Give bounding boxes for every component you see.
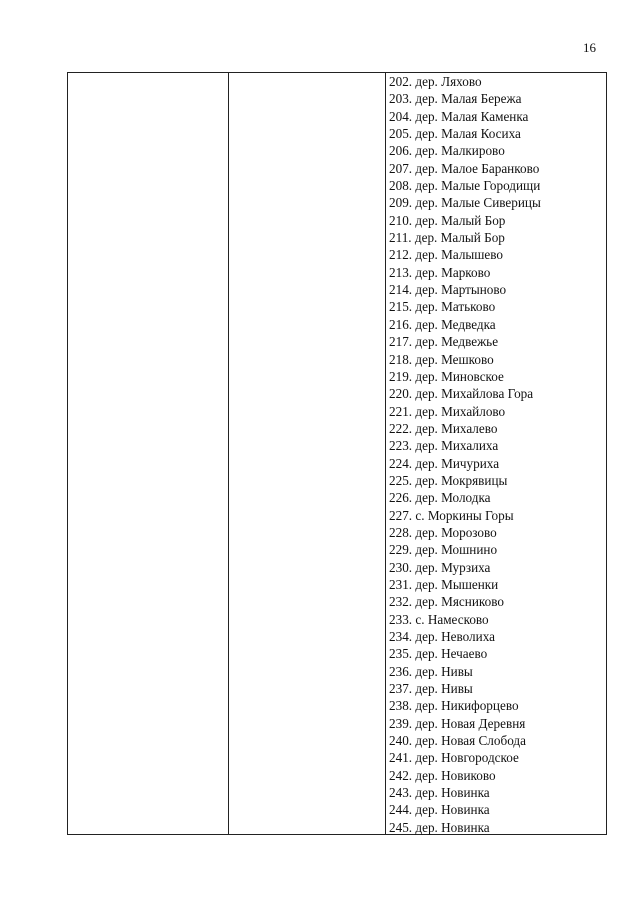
list-item: 239. дер. Новая Деревня <box>389 715 526 731</box>
table-column-1-empty <box>68 73 229 834</box>
list-item: 244. дер. Новинка <box>389 802 490 818</box>
list-item: 209. дер. Малые Сиверицы <box>389 195 541 211</box>
list-item: 241. дер. Новгородское <box>389 750 519 766</box>
list-item: 213. дер. Марково <box>389 264 491 280</box>
list-item: 245. дер. Новинка <box>389 819 490 835</box>
table-column-2-empty <box>229 73 386 834</box>
settlement-list <box>389 73 606 836</box>
list-item: 203. дер. Малая Бережа <box>389 91 522 107</box>
list-item: 215. дер. Матьково <box>389 299 496 315</box>
list-item: 234. дер. Неволиха <box>389 629 495 644</box>
list-item: 230. дер. Мурзиха <box>389 559 491 575</box>
list-item: 217. дер. Медвежье <box>389 334 499 350</box>
list-item: 226. дер. Молодка <box>389 490 491 506</box>
list-item: 218. дер. Мешково <box>389 351 494 367</box>
list-item: 216. дер. Медведка <box>389 316 496 332</box>
list-item: 233. с. Намесково <box>389 611 489 627</box>
list-item: 220. дер. Михайлова Гора <box>389 386 534 402</box>
list-item: 211. дер. Малый Бор <box>389 230 505 246</box>
list-item: 225. дер. Мокрявицы <box>389 472 508 488</box>
list-item: 221. дер. Михайлово <box>389 403 506 419</box>
list-item: 208. дер. Малые Городищи <box>389 178 541 194</box>
list-item: 237. дер. Нивы <box>389 681 473 697</box>
list-item: 210. дер. Малый Бор <box>389 212 506 228</box>
list-item: 235. дер. Нечаево <box>389 646 488 662</box>
list-item: 219. дер. Миновское <box>389 368 504 384</box>
list-item: 228. дер. Морозово <box>389 524 497 540</box>
list-item: 240. дер. Новая Слобода <box>389 733 526 749</box>
page-number: 16 <box>583 40 596 55</box>
table-column-3-settlements <box>386 73 606 834</box>
list-item: 238. дер. Никифорцево <box>389 698 519 714</box>
list-item: 207. дер. Малое Баранково <box>389 160 540 176</box>
list-item: 212. дер. Малышево <box>389 247 503 263</box>
list-item: 224. дер. Мичуриха <box>389 455 500 471</box>
list-item: 205. дер. Малая Косиха <box>389 126 521 142</box>
list-item: 236. дер. Нивы <box>389 663 473 679</box>
list-item: 222. дер. Михалево <box>389 420 498 436</box>
list-item: 227. с. Моркины Горы <box>389 507 514 523</box>
list-item: 232. дер. Мясниково <box>389 594 504 610</box>
list-item: 223. дер. Михалиха <box>389 438 499 454</box>
list-item: 214. дер. Мартыново <box>389 282 507 298</box>
settlements-table <box>67 72 607 835</box>
list-item: 202. дер. Ляхово <box>389 74 482 89</box>
list-item: 243. дер. Новинка <box>389 785 490 801</box>
list-item: 206. дер. Малкирово <box>389 143 505 159</box>
list-item: 204. дер. Малая Каменка <box>389 108 529 124</box>
list-item: 231. дер. Мышенки <box>389 576 499 592</box>
list-item: 242. дер. Новиково <box>389 767 496 783</box>
list-item: 229. дер. Мошнино <box>389 542 498 558</box>
